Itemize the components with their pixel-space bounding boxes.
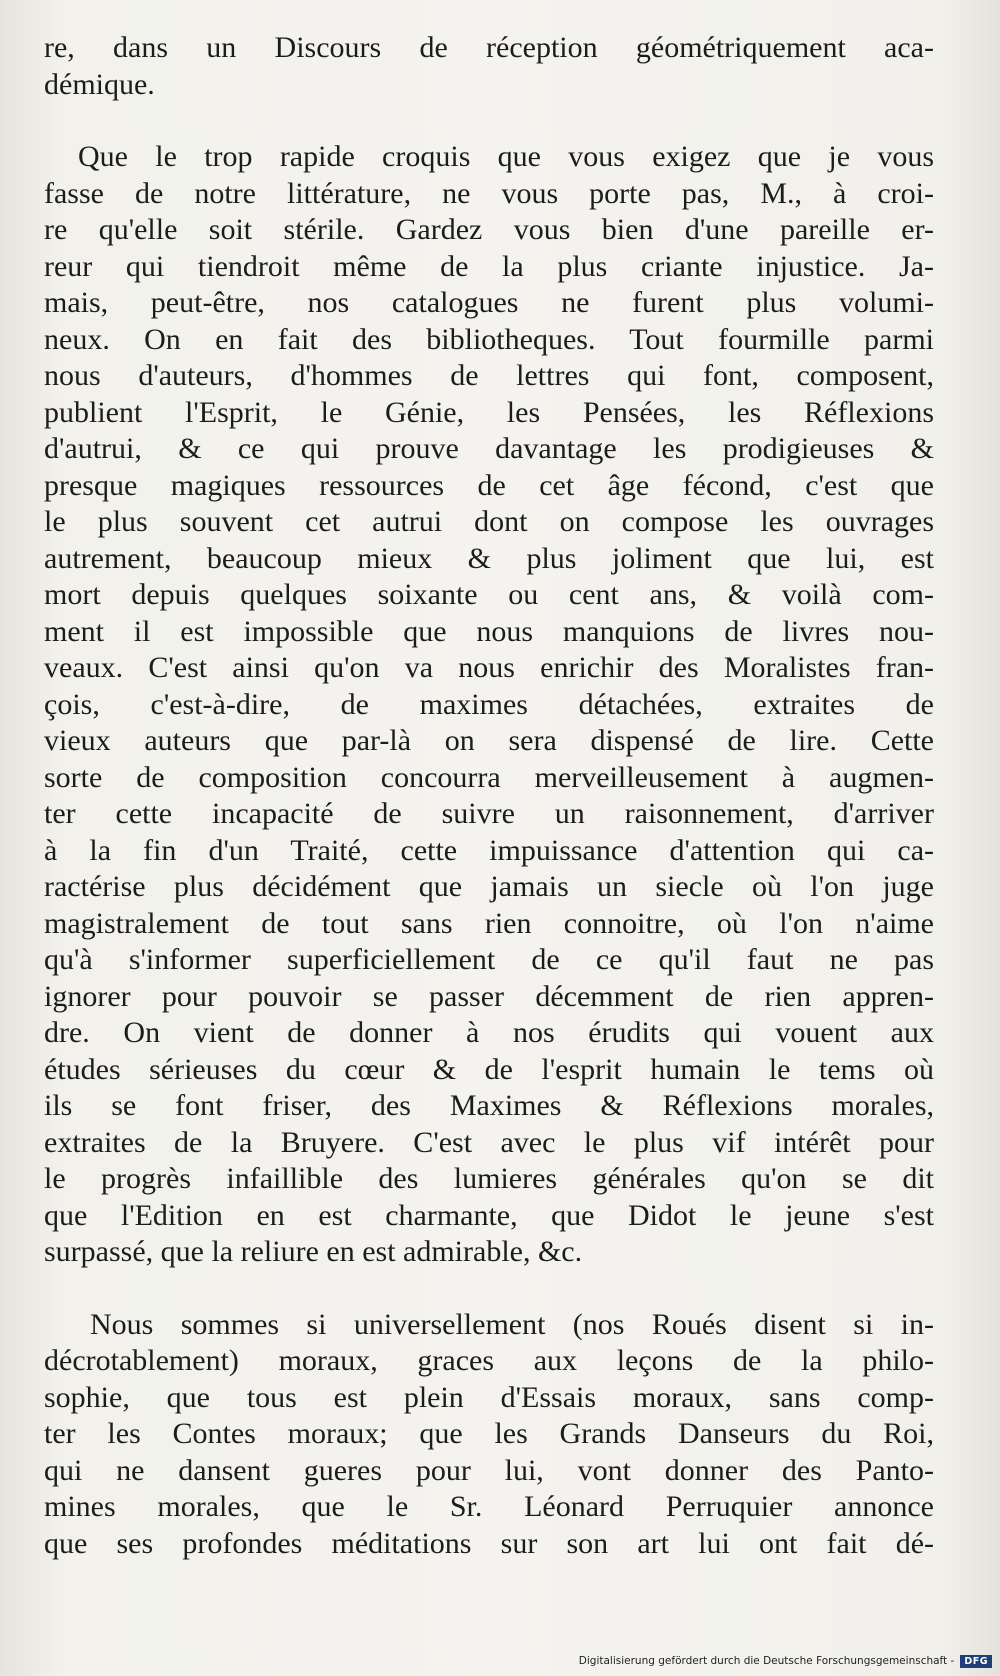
text-line: le plus souvent cet autrui dont on compose les ouvrages — [44, 505, 934, 538]
text-line: surpassé, que la reliure en est admirable, &c. — [44, 1235, 583, 1268]
text-line: publient l'Esprit, le Génie, les Pensées, les Réflexions — [44, 395, 934, 429]
digitization-footer — [579, 1652, 992, 1670]
text-line: sorte de composition concourra merveilleusement à augmen- — [44, 760, 934, 794]
text-line: à la fin d'un Traité, cette impuissance d'attention qui ca- — [44, 833, 934, 867]
text-line: reur qui tiendroit même de la plus criante injustice. Ja- — [44, 249, 934, 283]
text-line: ter cette incapacité de suivre un raisonnement, d'arriver — [44, 797, 934, 830]
text-line: sophie, que tous est plein d'Essais moraux, sans comp- — [44, 1380, 934, 1414]
text-line: neux. On en fait des bibliotheques. Tout fourmille parmi — [44, 322, 934, 356]
text-line: magistralement de tout sans rien connoitre, où l'on n'aime — [44, 906, 934, 940]
dfg-logo: DFG — [960, 1655, 992, 1668]
text-line: ter les Contes moraux; que les Grands Danseurs du Roi, — [44, 1417, 934, 1450]
text-line: que ses profondes méditations sur son art lui ont fait dé- — [44, 1526, 934, 1560]
text-line: nous d'auteurs, d'hommes de lettres qui font, composent, — [44, 359, 934, 392]
text-line: presque magiques ressources de cet âge fécond, c'est que — [44, 468, 934, 502]
text-line: autrement, beaucoup mieux & plus joliment que lui, est — [44, 541, 934, 575]
text-line: ractérise plus décidément que jamais un siecle où l'on juge — [44, 870, 934, 903]
text-line: re qu'elle soit stérile. Gardez vous bien d'une pareille er- — [44, 213, 934, 246]
text-line: mines morales, que le Sr. Léonard Perruquier annonce — [44, 1490, 934, 1523]
text-line: décrotablement) moraux, graces aux leçons de la philo- — [44, 1344, 934, 1377]
text-line: ignorer pour pouvoir se passer décemment de rien appren- — [44, 979, 934, 1013]
text-line: dre. On vient de donner à nos érudits qui vouent aux — [44, 1016, 934, 1049]
text-line: ils se font friser, des Maximes & Réflexions morales, — [44, 1089, 934, 1122]
text-line: extraites de la Bruyere. C'est avec le plus vif intérêt pour — [44, 1125, 934, 1159]
text-line: mort depuis quelques soixante ou cent ans, & voilà com- — [44, 578, 934, 611]
text-line: mais, peut-être, nos catalogues ne furent plus volumi- — [44, 286, 934, 319]
text-line: veaux. C'est ainsi qu'on va nous enrichir des Moralistes fran- — [44, 651, 934, 684]
text-line: Que le trop rapide croquis que vous exigez que je vous — [78, 140, 934, 173]
text-line: Nous sommes si universellement (nos Roués disent si in- — [90, 1307, 934, 1341]
text-line: qui ne dansent gueres pour lui, vont donner des Panto- — [44, 1453, 934, 1487]
paragraph-gap — [44, 103, 934, 139]
footer-credit: Digitalisierung gefördert durch die Deutsche Forschungsgemeinschaft - — [578, 1655, 955, 1667]
text-line: çois, c'est-à-dire, de maximes détachées, extraites de — [44, 687, 934, 721]
text-line: le progrès infaillible des lumieres générales qu'on se dit — [44, 1162, 934, 1195]
text-line: fasse de notre littérature, ne vous porte pas, M., à croi- — [44, 176, 934, 210]
paragraph-gap — [44, 1271, 934, 1307]
text-line: démique. — [44, 67, 155, 101]
text-line: que l'Edition en est charmante, que Didot le jeune s'est — [44, 1198, 934, 1232]
text-line: d'autrui, & ce qui prouve davantage les prodigieuses & — [44, 432, 934, 465]
text-line: études sérieuses du cœur & de l'esprit humain le tems où — [44, 1052, 934, 1086]
text-line: ment il est impossible que nous manquions de livres nou- — [44, 614, 934, 648]
text-line: qu'à s'informer superficiellement de ce qu'il faut ne pas — [44, 943, 934, 976]
text-line: vieux auteurs que par-là on sera dispensé de lire. Cette — [44, 724, 934, 757]
text-line: re, dans un Discours de réception géométriquement aca- — [44, 31, 934, 64]
body-text — [44, 30, 934, 1562]
